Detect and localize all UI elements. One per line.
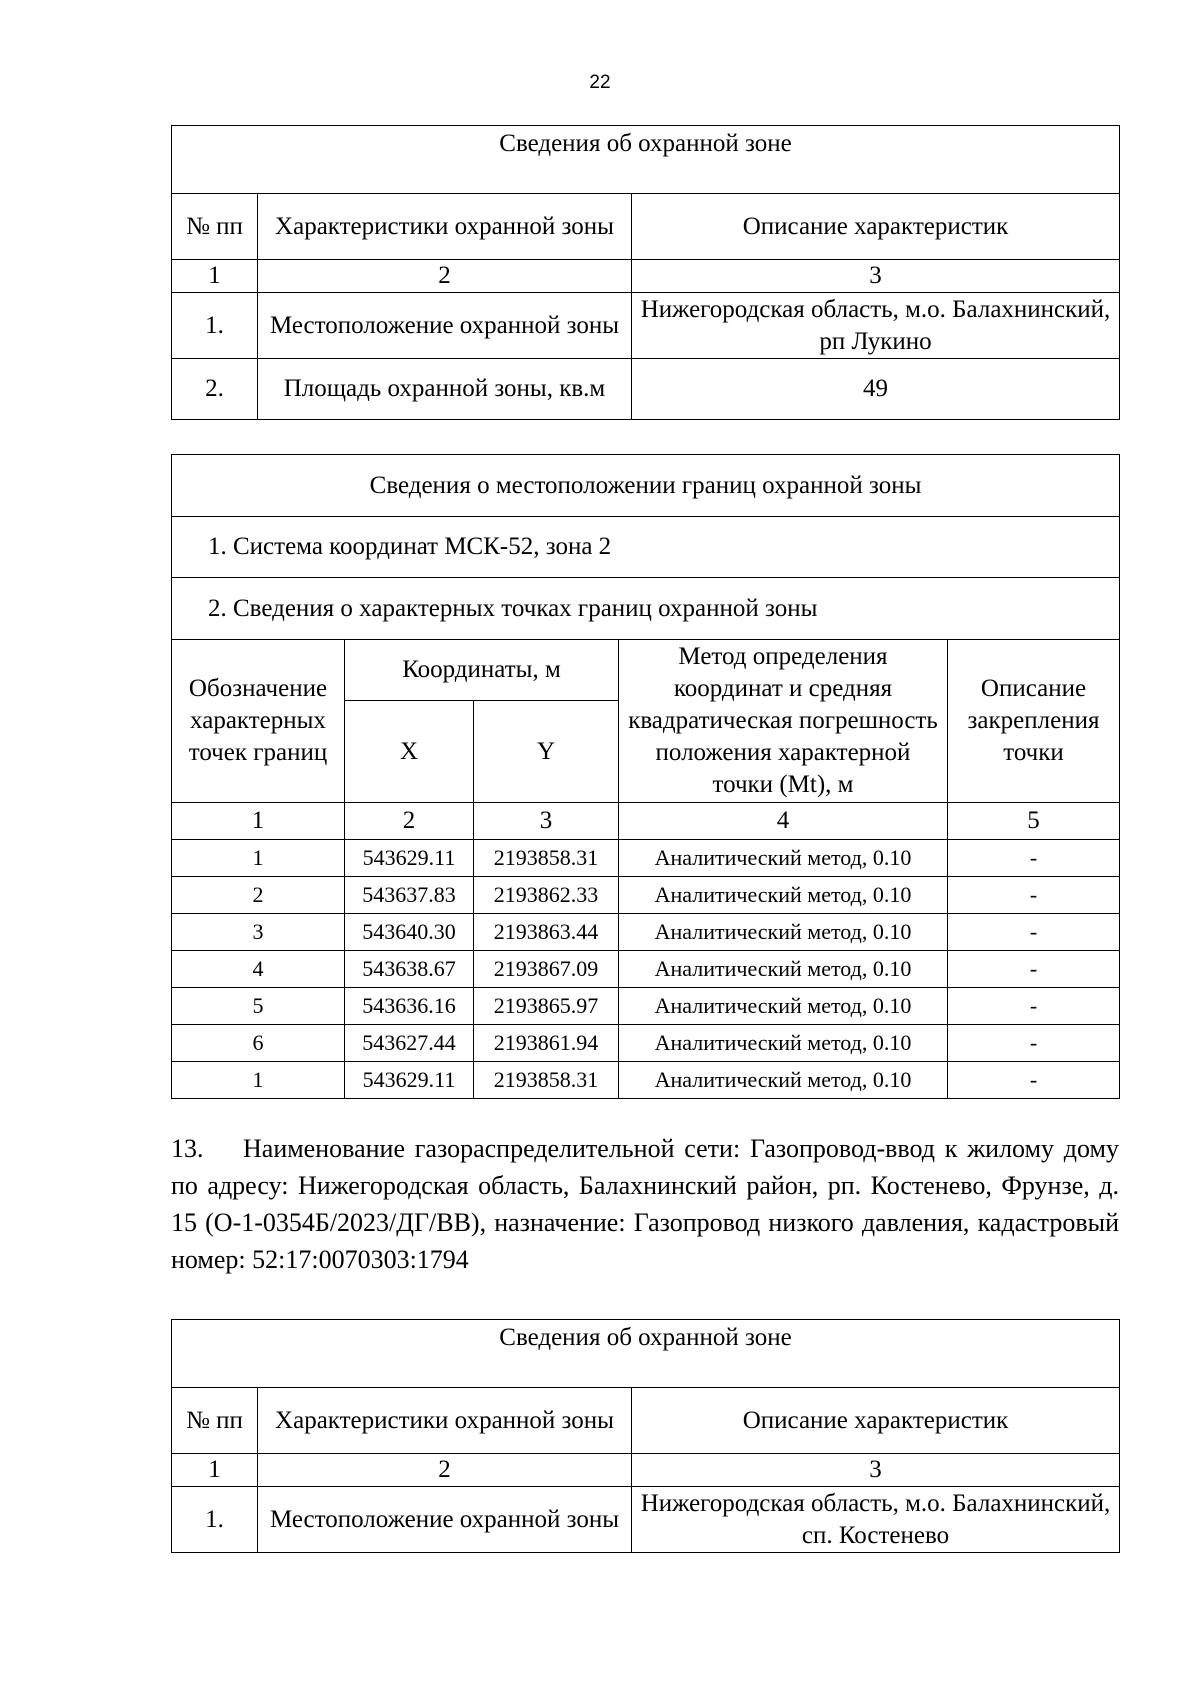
header-characteristics: Характеристики охранной зоны	[258, 194, 632, 260]
table-row	[172, 359, 1120, 420]
point-fixation: -	[948, 877, 1120, 914]
table-row	[172, 840, 1120, 877]
column-number: 2	[258, 1454, 632, 1487]
point-method: Аналитический метод, 0.10	[619, 1025, 948, 1062]
table-title: Сведения об охранной зоне	[172, 126, 1120, 194]
header-coordinates: Координаты, м	[345, 640, 619, 701]
header-number: № пп	[172, 1388, 258, 1454]
point-x: 543640.30	[345, 914, 474, 951]
column-number: 4	[619, 803, 948, 840]
column-number: 2	[345, 803, 474, 840]
header-characteristics: Характеристики охранной зоны	[258, 1388, 632, 1454]
boundary-points-table	[171, 454, 1120, 1099]
point-id: 1	[172, 840, 345, 877]
table-row	[172, 1487, 1120, 1553]
row-characteristic: Местоположение охранной зоны	[258, 1487, 632, 1553]
column-number: 2	[258, 260, 632, 293]
point-y: 2193862.33	[474, 877, 619, 914]
row-number: 1.	[172, 1487, 258, 1553]
row-number: 2.	[172, 359, 258, 420]
header-y: Y	[474, 701, 619, 803]
point-x: 543636.16	[345, 988, 474, 1025]
table-row	[172, 877, 1120, 914]
point-fixation: -	[948, 914, 1120, 951]
row-description: Нижегородская область, м.о. Балахнинский, рп Лукино	[632, 293, 1120, 359]
table-title: Сведения об охранной зоне	[172, 1320, 1120, 1388]
table-title: Сведения о местоположении границ охранной зоны	[172, 455, 1120, 517]
point-id: 3	[172, 914, 345, 951]
point-fixation: -	[948, 988, 1120, 1025]
row-characteristic: Местоположение охранной зоны	[258, 293, 632, 359]
header-x: X	[345, 701, 474, 803]
row-characteristic: Площадь охранной зоны, кв.м	[258, 359, 632, 420]
header-number: № пп	[172, 194, 258, 260]
point-fixation: -	[948, 951, 1120, 988]
point-id: 2	[172, 877, 345, 914]
column-number: 1	[172, 260, 258, 293]
header-designation: Обозначение характерных точек границ	[172, 640, 345, 803]
point-y: 2193858.31	[474, 1062, 619, 1099]
column-number: 5	[948, 803, 1120, 840]
point-x: 543637.83	[345, 877, 474, 914]
points-title: 2. Сведения о характерных точках границ охранной зоны	[172, 578, 1120, 640]
column-number: 1	[172, 803, 345, 840]
column-number: 3	[632, 1454, 1120, 1487]
point-method: Аналитический метод, 0.10	[619, 877, 948, 914]
point-y: 2193863.44	[474, 914, 619, 951]
page-number: 22	[589, 72, 611, 93]
table-row	[172, 1025, 1120, 1062]
point-y: 2193867.09	[474, 951, 619, 988]
point-id: 5	[172, 988, 345, 1025]
point-fixation: -	[948, 1025, 1120, 1062]
column-number: 3	[474, 803, 619, 840]
point-id: 1	[172, 1062, 345, 1099]
point-x: 543627.44	[345, 1025, 474, 1062]
section-number: 13.	[171, 1134, 204, 1163]
point-fixation: -	[948, 1062, 1120, 1099]
section-text: Наименование газораспределительной сети: Газопровод-ввод к жилому дому по адресу: Нижегородская область, Балахнинский район, рп. Костенево, Фрунзе, д. 15 (О-1-0354Б/2023/ДГ/ВВ), назначение: Газопровод низкого давления, кадастровый номер: 52:17:0070303:1794	[171, 1134, 1119, 1274]
point-y: 2193865.97	[474, 988, 619, 1025]
header-description: Описание характеристик	[632, 194, 1120, 260]
coordinate-system: 1. Система координат МСК-52, зона 2	[172, 517, 1120, 578]
point-method: Аналитический метод, 0.10	[619, 951, 948, 988]
table-row	[172, 988, 1120, 1025]
header-method: Метод определения координат и средняя квадратическая погрешность положения характерной точки (Mt), м	[619, 640, 948, 803]
section-paragraph	[171, 1130, 1119, 1278]
protection-zone-table-2	[171, 1319, 1120, 1553]
table-row	[172, 951, 1120, 988]
table-row	[172, 914, 1120, 951]
point-method: Аналитический метод, 0.10	[619, 840, 948, 877]
column-number: 3	[632, 260, 1120, 293]
point-id: 6	[172, 1025, 345, 1062]
table-row	[172, 1062, 1120, 1099]
protection-zone-table	[171, 125, 1120, 420]
point-id: 4	[172, 951, 345, 988]
column-number: 1	[172, 1454, 258, 1487]
point-x: 543629.11	[345, 840, 474, 877]
point-method: Аналитический метод, 0.10	[619, 988, 948, 1025]
point-method: Аналитический метод, 0.10	[619, 914, 948, 951]
point-x: 543629.11	[345, 1062, 474, 1099]
header-fixation: Описание закрепления точки	[948, 640, 1120, 803]
header-description: Описание характеристик	[632, 1388, 1120, 1454]
row-description: 49	[632, 359, 1120, 420]
point-y: 2193861.94	[474, 1025, 619, 1062]
row-description: Нижегородская область, м.о. Балахнинский, сп. Костенево	[632, 1487, 1120, 1553]
row-number: 1.	[172, 293, 258, 359]
point-x: 543638.67	[345, 951, 474, 988]
table-row	[172, 293, 1120, 359]
point-y: 2193858.31	[474, 840, 619, 877]
point-fixation: -	[948, 840, 1120, 877]
point-method: Аналитический метод, 0.10	[619, 1062, 948, 1099]
